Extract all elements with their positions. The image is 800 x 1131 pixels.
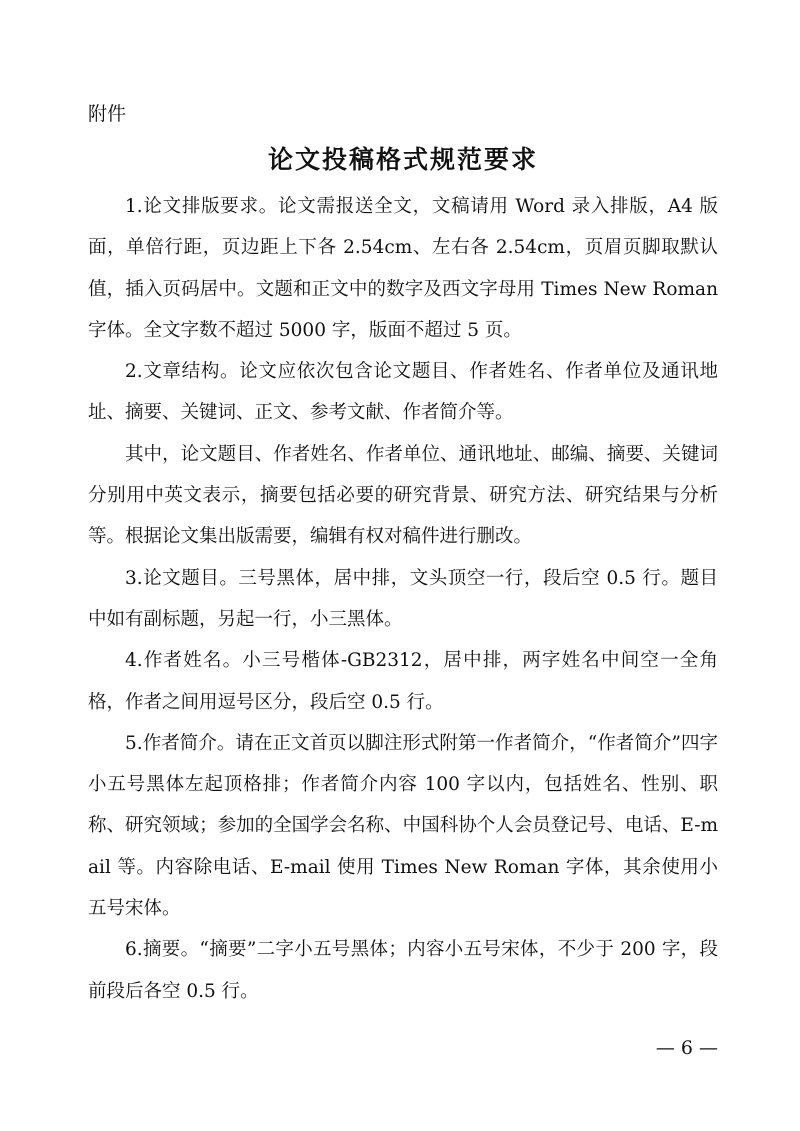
document-body bbox=[88, 186, 718, 1012]
document-page bbox=[88, 0, 718, 1131]
paragraph-abstract: 6.摘要。“摘要”二字小五号黑体；内容小五号宋体，不少于 200 字，段前段后各空 0.5 行。 bbox=[88, 939, 718, 1002]
document-title: 论文投稿格式规范要求 bbox=[267, 145, 538, 174]
paragraph-author-name: 4.作者姓名。小三号楷体-GB2312，居中排，两字姓名中间空一全角格，作者之间用逗号区分，段后空 0.5 行。 bbox=[88, 650, 718, 713]
paragraph-bilingual-elements: 其中，论文题目、作者姓名、作者单位、通讯地址、邮编、摘要、关键词分别用中英文表示，摘要包括必要的研究背景、研究方法、研究结果与分析等。根据论文集出版需要，编辑有权对稿件进行删改。 bbox=[88, 443, 718, 548]
paragraph-layout-requirements: 1.论文排版要求。论文需报送全文，文稿请用 Word 录入排版，A4 版面，单倍行距，页边距上下各 2.54cm、左右各 2.54cm，页眉页脚取默认值，插入页码居中。文题和正文中的数字及西文字母用 Times New Roman 字体。全文字数不超过 5000 字，版面不超过 5 页。 bbox=[88, 196, 718, 341]
page-number: — 6 — bbox=[655, 1037, 718, 1059]
paragraph-author-bio: 5.作者简介。请在正文首页以脚注形式附第一作者简介，“作者简介”四字小五号黑体左起顶格排；作者简介内容 100 字以内，包括姓名、性别、职称、研究领域；参加的全国学会名称、中国科协个人会员登记号、电话、E-mail 等。内容除电话、E-mail 使用 Times New Roman 字体，其余使用小五号宋体。 bbox=[88, 732, 718, 920]
attachment-label: 附件 bbox=[88, 103, 127, 125]
paragraph-article-structure: 2.文章结构。论文应依次包含论文题目、作者姓名、作者单位及通讯地址、摘要、关键词、正文、参考文献、作者简介等。 bbox=[88, 361, 718, 424]
paragraph-paper-title: 3.论文题目。三号黑体，居中排，文头顶空一行，段后空 0.5 行。题目中如有副标题，另起一行，小三黑体。 bbox=[88, 567, 718, 630]
